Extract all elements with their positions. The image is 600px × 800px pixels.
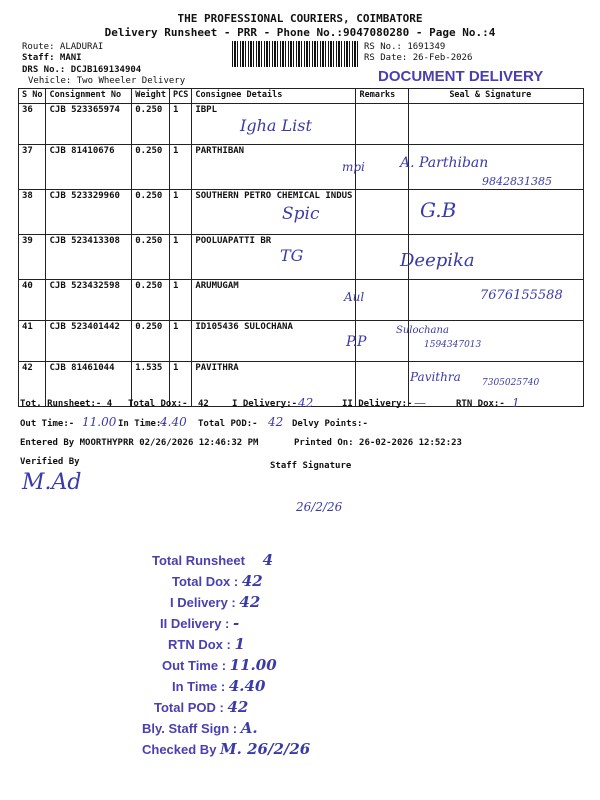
handwriting-phone: 1594347013 (424, 340, 482, 350)
handwriting-phone: 7305025740 (482, 378, 540, 388)
handwriting-spic: Spic (282, 204, 320, 224)
cell-pcs: 1 (169, 145, 191, 190)
col-remarks: Remarks (356, 89, 409, 104)
stamp-value: A. (240, 719, 258, 737)
printed-on: Printed On: 26-02-2026 12:52:23 (294, 438, 462, 448)
vehicle-label: Vehicle: Two Wheeler Delivery (28, 76, 186, 86)
stamp-label: In Time : (172, 679, 226, 694)
cell-consignee: SOUTHERN PETRO CHEMICAL INDUS (192, 190, 356, 235)
cell-pcs: 1 (169, 321, 191, 362)
stamp-value: 4 (262, 551, 273, 569)
col-seal-signature: Seal & Signature (409, 89, 584, 104)
cell-pcs: 1 (169, 104, 191, 145)
handwriting-remark-mpi: mpi (342, 160, 365, 174)
entered-by: Entered By MOORTHYPRR 02/26/2026 12:46:32 PM (20, 438, 259, 448)
rtn-dox-hand: 1 (512, 396, 520, 410)
cell-sno: 42 (19, 362, 46, 407)
cell-consignee: ARUMUGAM (192, 280, 356, 321)
document-delivery-stamp: DOCUMENT DELIVERY (378, 68, 544, 85)
col-pcs: PCS (169, 89, 191, 104)
stamp-value: M. 26/2/26 (220, 740, 311, 758)
stamp-label: RTN Dox : (168, 637, 231, 652)
staff-label: Staff: MANI (22, 53, 82, 63)
col-sno: S No (19, 89, 46, 104)
stamp-label: I Delivery : (170, 595, 236, 610)
cell-sno: 37 (19, 145, 46, 190)
col-weight: Weight (132, 89, 170, 104)
cell-sno: 40 (19, 280, 46, 321)
cell-consignment: CJB 81410676 (46, 145, 132, 190)
verified-signature: M.Ad (22, 470, 82, 495)
in-time-label: In Time:- (118, 419, 167, 429)
cell-sno: 39 (19, 235, 46, 280)
stamp-label: II Delivery : (160, 616, 230, 631)
cell-weight: 0.250 (132, 104, 170, 145)
table-header-row (19, 89, 584, 104)
ii-delivery-label: II Delivery:- (342, 399, 413, 409)
handwriting-sig-pavithra: Pavithra (410, 370, 461, 384)
stamp-value: 42 (241, 572, 263, 590)
staff-signature-label: Staff Signature (270, 461, 352, 471)
cell-weight: 0.250 (132, 280, 170, 321)
cell-remarks (356, 190, 409, 235)
in-time-hand: 4.40 (160, 415, 187, 429)
handwriting-sig-gb: G.B (420, 198, 457, 222)
ii-delivery-hand: — (414, 396, 426, 410)
out-time-hand: 11.00 (82, 415, 117, 429)
runsheet-subtitle: Delivery Runsheet - PRR - Phone No.:9047080280 - Page No.:4 (104, 26, 496, 39)
stamp-value: 42 (239, 593, 261, 611)
cell-consignee: POOLUAPATTI BR (192, 235, 356, 280)
handwriting-sig-sulochana: Sulochana (396, 325, 449, 336)
company-title: THE PROFESSIONAL COURIERS, COIMBATORE (177, 12, 423, 25)
cell-consignment: CJB 523329960 (46, 190, 132, 235)
cell-consignee: IBPL (192, 104, 356, 145)
cell-pcs: 1 (169, 362, 191, 407)
tot-runsheet: Tot. Runsheet:- 4 (20, 399, 113, 409)
i-delivery-hand: 42 (298, 396, 314, 410)
drs-label: DRS No.: DCJB169134904 (22, 65, 142, 75)
stamp-label: Out Time : (162, 658, 227, 673)
rtn-dox-label: RTN Dox:- (456, 399, 505, 409)
stamp-label: Total Dox : (172, 574, 239, 589)
cell-sno: 41 (19, 321, 46, 362)
total-pod-label: Total POD:- (198, 419, 258, 429)
stamp-label: Checked By (142, 742, 217, 757)
handwriting-tg: TG (280, 246, 304, 265)
cell-consignment: CJB 523432598 (46, 280, 132, 321)
handwriting-remark-aul: Aul (344, 290, 365, 304)
cell-weight: 0.250 (132, 190, 170, 235)
cell-weight: 0.250 (132, 235, 170, 280)
verified-by-label: Verified By (20, 457, 80, 467)
cell-remarks (356, 104, 409, 145)
stamp-label: Total POD : (154, 700, 224, 715)
cell-consignment: CJB 81461044 (46, 362, 132, 407)
stamp-block (142, 550, 311, 760)
cell-weight: 0.250 (132, 321, 170, 362)
cell-consignment: CJB 523401442 (46, 321, 132, 362)
i-delivery-label: I Delivery:- (232, 399, 298, 409)
total-dox-value: 42 (198, 399, 209, 409)
staff-signature-date: 26/2/26 (296, 500, 343, 514)
cell-pcs: 1 (169, 280, 191, 321)
stamp-value: 42 (227, 698, 249, 716)
cell-pcs: 1 (169, 190, 191, 235)
cell-consignment: CJB 523413308 (46, 235, 132, 280)
cell-pcs: 1 (169, 235, 191, 280)
cell-sno: 36 (19, 104, 46, 145)
handwriting-sig-deepika: Deepika (400, 250, 475, 271)
cell-weight: 1.535 (132, 362, 170, 407)
out-time-label: Out Time:- (20, 419, 75, 429)
cell-consignee: PAVITHRA (192, 362, 356, 407)
handwriting-phone: 9842831385 (482, 175, 552, 188)
handwriting-phone: 7676155588 (480, 288, 563, 303)
handwriting-remark-pp: P.P (346, 334, 367, 350)
table-row (19, 321, 584, 362)
rs-date: RS Date: 26-Feb-2026 (364, 53, 473, 63)
stamp-value: 1 (234, 635, 245, 653)
stamp-value: 4.40 (228, 677, 266, 695)
cell-consignment: CJB 523365974 (46, 104, 132, 145)
cell-sno: 38 (19, 190, 46, 235)
barcode (232, 41, 360, 67)
cell-weight: 0.250 (132, 145, 170, 190)
cell-signature (409, 104, 584, 145)
handwriting-ighalist: Igha List (240, 116, 312, 135)
total-pod-hand: 42 (268, 415, 284, 429)
total-dox-label: Total Dox:- (128, 399, 188, 409)
stamp-value: - (233, 614, 240, 632)
cell-consignee: ID105436 SULOCHANA (192, 321, 356, 362)
col-consignee: Consignee Details (192, 89, 356, 104)
col-consignment: Consignment No (46, 89, 132, 104)
route-label: Route: ALADURAI (22, 42, 104, 52)
handwriting-sig-parthiban: A. Parthiban (400, 155, 489, 171)
delvy-points-label: Delvy Points:- (292, 419, 368, 429)
stamp-label: Total Runsheet (152, 553, 245, 568)
cell-consignee: PARTHIBAN (192, 145, 356, 190)
stamp-value: 11.00 (229, 656, 277, 674)
stamp-label: Bly. Staff Sign : (142, 721, 238, 736)
rs-no: RS No.: 1691349 (364, 42, 446, 52)
